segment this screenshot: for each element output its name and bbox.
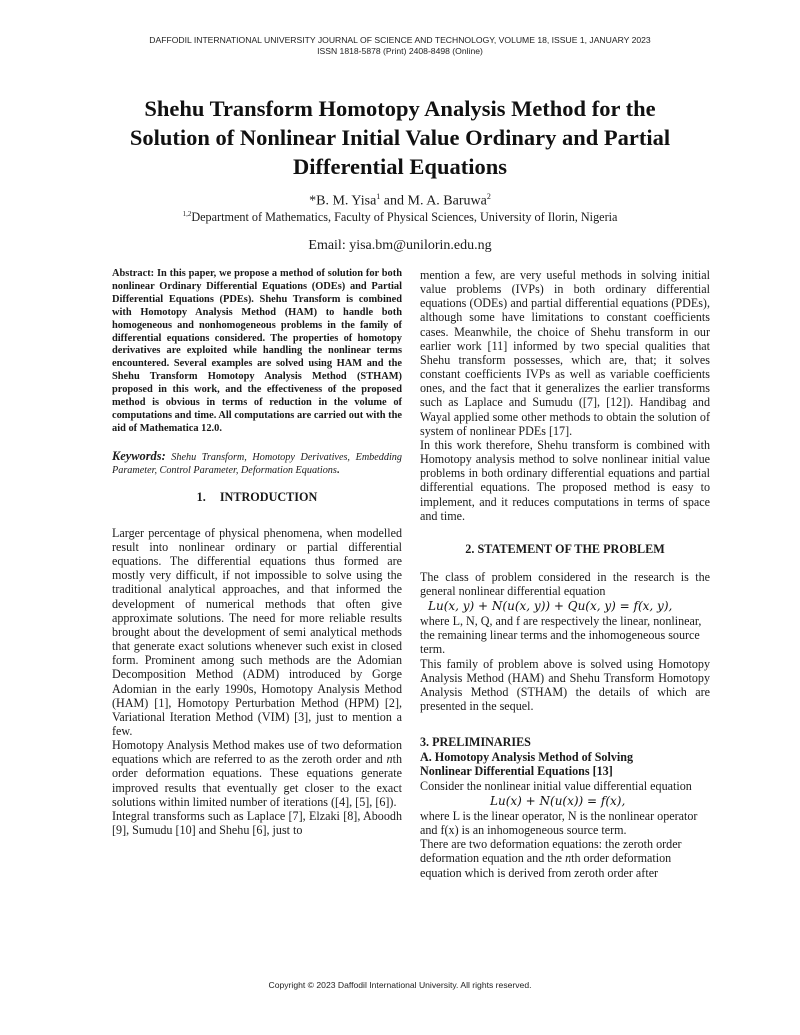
keywords-label: Keywords: [112,448,166,463]
right-paragraph-1: mention a few, are very useful methods in solving initial value problems (IVPs) in both ordinary differential equations (ODEs) and partial differential equations (PDEs), although some have limitations to constant coefficients cases. Meanwhile, the choice of Shehu transform in our earlier work [11] informed by two special qualities that Shehu transform possesses, which are, that; it solves constant coefficients IVPs as well as variable coefficients ones, and the fact that it generalizes the earlier transforms such as Laplace and Sumudu ([7], [12]). Handibag and Wayal applied some other methods to obtain the solution of system of nonlinear PDEs [17]. [420,268,710,438]
intro-number: 1. [196,489,206,504]
section-heading-intro [112,490,402,505]
title-line-2: Solution of Nonlinear Initial Value Ordinary and Partial [129,125,671,150]
problem-paragraph-1: The class of problem considered in the research is the general nonlinear differential equation [420,569,710,598]
affiliation-sup: 1,2 [182,210,192,218]
intro-paragraph-2 [112,738,402,809]
right-paragraph-2: In this work therefore, Shehu transform is combined with Homotopy analysis method to solve nonlinear initial value problems in both ordinary differential equations and partial differential equations. The proposed method is easy to implement, and it reduces computations in terms of space and time. [420,437,710,523]
preliminaries-paragraph-1: Consider the nonlinear initial value differential equation [420,778,692,793]
preliminaries-paragraph-2: where L is the linear operator, N is the nonlinear operator and f(x) is an inhomogeneous source term. [420,808,698,838]
preliminaries-paragraph-3 [420,837,710,879]
author-2: M. A. Baruwa [407,193,487,209]
left-column [112,268,402,837]
intro-paragraph-3: Integral transforms such as Laplace [7], Elzaki [8], Aboodh [9], Sumudu [10] and Shehu [6], just to [112,808,402,838]
problem-paragraph-3: This family of problem above is solved using Homotopy Analysis Method (HAM) and Shehu Transform Homotopy Analysis Method (STHAM) the details of which are presented in the sequel. [420,656,710,714]
running-header [0,35,800,57]
preliminaries-equation: Lu(x) + N(u(x)) = f(x), [490,793,626,808]
prelim-p3-n: n [565,851,572,866]
paper-title [70,94,730,181]
intro-heading: INTRODUCTION [219,489,318,504]
author-email: Email: yisa.bm@unilorin.edu.ng [308,238,492,253]
issn-line: ISSN 1818-5878 (Print) 2408-8498 (Online) [317,46,483,56]
prelim-p3-start: There are two deformation equations: the zeroth order deformation equation and the [420,837,682,866]
keywords-text: Shehu Transform, Homotopy Derivatives, Embedding Parameter, Control Parameter, Deformation Equations [112,451,402,476]
title-line-3: Differential Equations [293,154,507,179]
author-1-sup: 1 [376,192,381,201]
author-and: and [380,193,408,209]
problem-equation: Lu(x, y) + N(u(x, y)) + Qu(x, y) = f(x, y), [428,599,673,614]
intro-p2-end: th order deformation equations. These equations generate improved results that eventually get closer to the exact solutions within limited number of iterations ([4], [5], [6]). [112,752,402,809]
right-column [420,268,710,880]
section-heading-problem: 2. STATEMENT OF THE PROBLEM [465,541,665,556]
subheading-ham-line-1: A. Homotopy Analysis Method of Solving [420,749,634,764]
title-line-1: Shehu Transform Homotopy Analysis Method for the [144,96,656,121]
copyright-footer: Copyright © 2023 Daffodil International University. All rights reserved. [268,980,532,990]
intro-p2-n: n [386,752,393,767]
journal-line: DAFFODIL INTERNATIONAL UNIVERSITY JOURNAL OF SCIENCE AND TECHNOLOGY, VOLUME 18, ISSUE 1, JANUARY 2023 [149,35,651,45]
intro-paragraph-1: Larger percentage of physical phenomena, when modelled result into nonlinear ordinary or partial differential equations. The differential equations thus formed are mostly very difficult, if not impossible to solve using the traditional analytical approaches, and that informed the development of numerical methods that often give approximate solutions. The need for more reliable results brought about the development of semi analytical methods that generate exact solutions whenever such exist in closed form. Prominent among such methods are the Adomian Decomposition Method (ADM) introduced by Gorge Adomian in the early 1990s, Homotopy Analysis Method (HAM) [1], Homotopy Perturbation Method (HPM) [2], Variational Iteration Method (VIM) [3], just to mention a few. [112,525,402,738]
affiliation [0,207,800,225]
problem-paragraph-2: where L, N, Q, and f are respectively the linear, nonlinear, the remaining linear terms and the inhomogeneous source term. [420,614,702,657]
prelim-p3-end: th order deformation equation which is derived from zeroth order after [420,851,672,880]
author-1: *B. M. Yisa [309,193,377,209]
keywords [112,450,402,477]
subheading-ham-line-2: Nonlinear Differential Equations [13] [420,764,613,779]
affiliation-text: Department of Mathematics, Faculty of Physical Sciences, University of Ilorin, Nigeria [191,210,618,225]
keywords-end: . [336,464,340,476]
author-2-sup: 2 [486,192,491,201]
abstract: Abstract: In this paper, we propose a method of solution for both nonlinear Ordinary Differential Equations (ODEs) and Partial Differential Equations (PDEs). Shehu Transform is combined with Homotopy Analysis Method (HAM) to handle both homogeneous and nonhomogeneous problems in the family of differential equations considered. The properties of homotopy derivatives are exploited while handling the nonlinear terms encountered. Several examples are solved using HAM and the Shehu Transform Homotopy Analysis Method (STHAM) proposed in this work, and the effectiveness of the proposed method is obvious in terms of reduction in the volume of computations and time. All computations are carried out with the aid of Mathematica 12.0. [112,268,402,434]
intro-p2-start: Homotopy Analysis Method makes use of two deformation equations which are referred to as the zeroth order and [112,738,402,767]
section-heading-preliminaries: 3. PRELIMINARIES [420,735,531,750]
